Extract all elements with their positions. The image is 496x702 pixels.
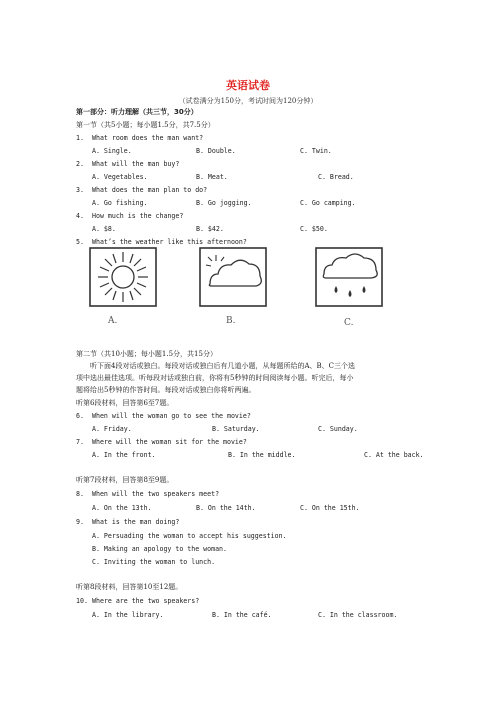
question-text: When will the two speakers meet? bbox=[92, 490, 220, 498]
sun-picture bbox=[88, 246, 158, 308]
question-number: 8. bbox=[76, 490, 84, 498]
section2-heading: 第二节（共10小题；每小题1.5分，共15分） bbox=[76, 350, 217, 358]
option-a: A. In the library. bbox=[92, 611, 164, 619]
question-text: What does the man plan to do? bbox=[92, 186, 208, 194]
option-c: C. Bread. bbox=[318, 173, 354, 181]
option-a: A. Go fishing. bbox=[92, 199, 148, 207]
question-text: Where are the two speakers? bbox=[92, 597, 200, 605]
question-text: When will the woman go to see the movie? bbox=[92, 412, 251, 420]
option-b: B. $42. bbox=[196, 225, 224, 233]
material-heading: 听第8段材料，回答第10至12题。 bbox=[76, 583, 183, 591]
question-number: 5. bbox=[76, 238, 84, 246]
rain-picture bbox=[314, 246, 384, 308]
part1-heading: 第一部分：听力理解（共三节，30分） bbox=[76, 108, 198, 116]
question-text: What’s the weather like this afternoon? bbox=[92, 238, 247, 246]
option-c: C. At the back. bbox=[364, 451, 424, 459]
option-a: A. Friday. bbox=[92, 425, 132, 433]
question-number: 3. bbox=[76, 186, 84, 194]
picture-label-a: A. bbox=[108, 316, 118, 326]
option-a: A. In the front. bbox=[92, 451, 156, 459]
question-text: How much is the change? bbox=[92, 212, 184, 220]
question-text: What will the man buy? bbox=[92, 160, 180, 168]
exam-note: （试卷满分为150分，考试时间为120分钟） bbox=[178, 97, 318, 105]
option-b: B. Double. bbox=[196, 147, 236, 155]
option-c: C. Inviting the woman to lunch. bbox=[92, 558, 216, 566]
cloudy-picture bbox=[198, 246, 268, 308]
option-b: B. In the middle. bbox=[228, 451, 296, 459]
section2-instructions-line1: 听下面4段对话或独白。每段对话或独白后有几道小题，从每题所给的A、B、C三个选 bbox=[90, 362, 356, 370]
option-c: C. $50. bbox=[300, 225, 328, 233]
section2-instructions-line2: 项中选出最佳选项。听每段对话或独白前，你将有5秒钟的时间阅读每小题。听完后，每小 bbox=[76, 374, 354, 382]
question-number: 7. bbox=[76, 438, 84, 446]
option-c: C. Sunday. bbox=[318, 425, 358, 433]
question-number: 6. bbox=[76, 412, 84, 420]
option-a: A. On the 13th. bbox=[92, 504, 152, 512]
question-text: What room does the man want? bbox=[92, 134, 204, 142]
option-c: C. Twin. bbox=[300, 147, 332, 155]
question-text: Where will the woman sit for the movie? bbox=[92, 438, 247, 446]
page-title: 英语试卷 bbox=[226, 79, 270, 92]
option-b: B. In the café. bbox=[212, 611, 272, 619]
option-a: A. Single. bbox=[92, 147, 132, 155]
question-text: What is the man doing? bbox=[92, 518, 180, 526]
section1-heading: 第一节（共5小题；每小题1.5分，共7.5分） bbox=[76, 121, 215, 129]
option-b: B. Meat. bbox=[196, 173, 228, 181]
material-heading: 听第7段材料，回答第8至9题。 bbox=[76, 476, 174, 484]
option-c: C. Go camping. bbox=[300, 199, 356, 207]
option-a: A. Persuading the woman to accept his suggestion. bbox=[92, 532, 287, 540]
question-number: 2. bbox=[76, 160, 84, 168]
option-a: A. Vegetables. bbox=[92, 173, 148, 181]
picture-label-b: B. bbox=[226, 316, 236, 326]
option-c: C. On the 15th. bbox=[300, 504, 360, 512]
question-number: 9. bbox=[76, 518, 84, 526]
question-number: 4. bbox=[76, 212, 84, 220]
material-heading: 听第6段材料，回答第6至7题。 bbox=[76, 399, 174, 407]
option-b: B. Saturday. bbox=[212, 425, 260, 433]
option-b: B. Making an apology to the woman. bbox=[92, 545, 227, 553]
option-c: C. In the classroom. bbox=[318, 611, 398, 619]
option-a: A. $8. bbox=[92, 225, 116, 233]
section2-instructions-line3: 题将给出5秒钟的作答时间。每段对话或独白你将听两遍。 bbox=[76, 386, 256, 394]
option-b: B. Go jogging. bbox=[196, 199, 252, 207]
picture-label-c: C. bbox=[344, 318, 354, 328]
option-b: B. On the 14th. bbox=[196, 504, 256, 512]
question-number: 1. bbox=[76, 134, 84, 142]
question-number: 10. bbox=[76, 597, 88, 605]
